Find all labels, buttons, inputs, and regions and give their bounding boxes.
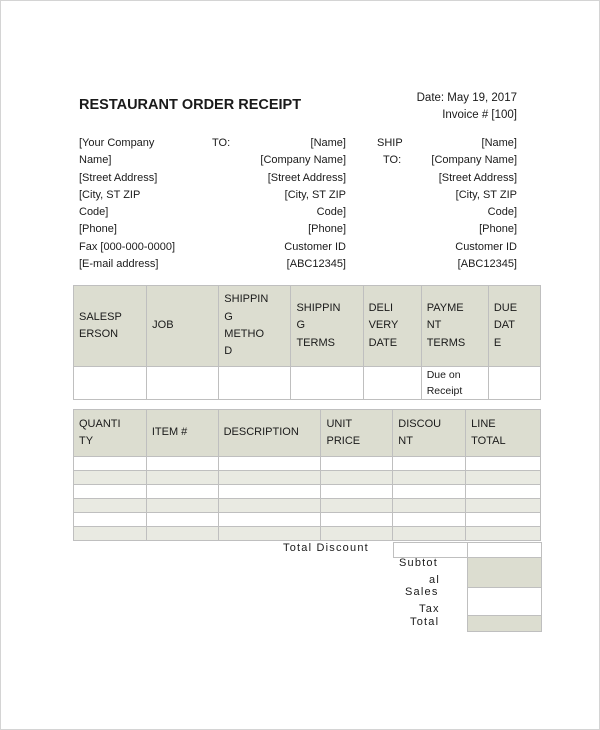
to-label: TO: [212, 137, 231, 149]
table-row [74, 471, 541, 485]
header-item-number: ITEM # [146, 410, 218, 457]
from-line: [Your Company [79, 137, 155, 149]
sales-tax-label-1: Sales [405, 586, 439, 598]
table-row [74, 513, 541, 527]
header-discount: DISCOU NT [393, 410, 466, 457]
ship-line: [Company Name] [431, 154, 517, 167]
items-table [73, 409, 541, 541]
header-quantity: QUANTI TY [74, 410, 147, 457]
invoice-number: Invoice # [100] [442, 109, 517, 121]
to-line: [City, ST ZIP [284, 188, 346, 201]
cell-due-date[interactable] [488, 367, 540, 400]
header-shipping-method: SHIPPIN G METHO D [219, 286, 291, 367]
order-data-row [74, 367, 541, 400]
sales-tax-label-2: Tax [419, 603, 440, 615]
ship-label-line: SHIP [377, 137, 403, 149]
ship-line: Code] [487, 206, 517, 219]
header-payment-terms: PAYME NT TERMS [421, 286, 488, 367]
items-header-row [74, 410, 541, 457]
ship-line: [ABC12345] [457, 258, 517, 271]
cell-shipping-terms[interactable] [291, 367, 363, 400]
page-title: RESTAURANT ORDER RECEIPT [79, 97, 302, 113]
to-line: [Company Name] [260, 154, 346, 167]
to-line: [Name] [310, 137, 346, 149]
subtotal-value[interactable] [467, 557, 542, 588]
subtotal-label-1: Subtot [399, 557, 439, 569]
to-line: [ABC12345] [286, 258, 346, 271]
to-line: [Street Address] [267, 171, 346, 184]
header-line-total: LINE TOTAL [466, 410, 541, 457]
header-salesperson: SALESP ERSON [74, 286, 147, 367]
table-row [74, 485, 541, 499]
from-line: [Street Address] [79, 171, 158, 184]
header-due-date: DUE DAT E [488, 286, 540, 367]
from-line: Name] [79, 154, 112, 167]
from-line: [Phone] [79, 223, 117, 236]
to-line: [Phone] [308, 223, 346, 236]
cell-job[interactable] [147, 367, 219, 400]
total-discount-label: Total Discount [283, 542, 369, 554]
cell-salesperson[interactable] [74, 367, 147, 400]
total-value[interactable] [467, 615, 542, 632]
invoice-date: Date: May 19, 2017 [416, 92, 517, 104]
to-line: Code] [316, 206, 346, 219]
order-info-table [73, 285, 541, 400]
cell-delivery-date[interactable] [363, 367, 421, 400]
header-description: DESCRIPTION [218, 410, 321, 457]
ship-line: [City, ST ZIP [455, 188, 517, 201]
from-line: Code] [79, 206, 109, 219]
ship-line: [Street Address] [438, 171, 517, 184]
header-shipping-terms: SHIPPIN G TERMS [291, 286, 363, 367]
header-delivery-date: DELI VERY DATE [363, 286, 421, 367]
to-line: Customer ID [284, 240, 346, 253]
total-label: Total [410, 616, 440, 628]
sales-tax-value[interactable] [467, 587, 542, 616]
header-job: JOB [147, 286, 219, 367]
total-discount-value[interactable] [467, 542, 542, 558]
header-unit-price: UNIT PRICE [321, 410, 393, 457]
ship-to-address [431, 135, 517, 273]
from-address [79, 135, 175, 273]
ship-line: [Phone] [479, 223, 517, 236]
from-line: Fax [000-000-0000] [79, 240, 176, 253]
order-header-row [74, 286, 541, 367]
subtotal-label-2: al [429, 574, 440, 586]
ship-line: [Name] [481, 137, 517, 149]
ship-line: Customer ID [455, 240, 517, 253]
cell-shipping-method[interactable] [219, 367, 291, 400]
total-discount-box[interactable] [393, 542, 468, 558]
table-row [74, 527, 541, 541]
ship-to-label [377, 135, 403, 170]
from-line: [E-mail address] [79, 258, 159, 271]
to-address [260, 135, 346, 273]
table-row [74, 499, 541, 513]
table-row [74, 457, 541, 471]
cell-payment-terms[interactable]: Due on Receipt [421, 367, 488, 400]
from-line: [City, ST ZIP [79, 188, 141, 201]
ship-label-line: TO: [383, 154, 402, 167]
